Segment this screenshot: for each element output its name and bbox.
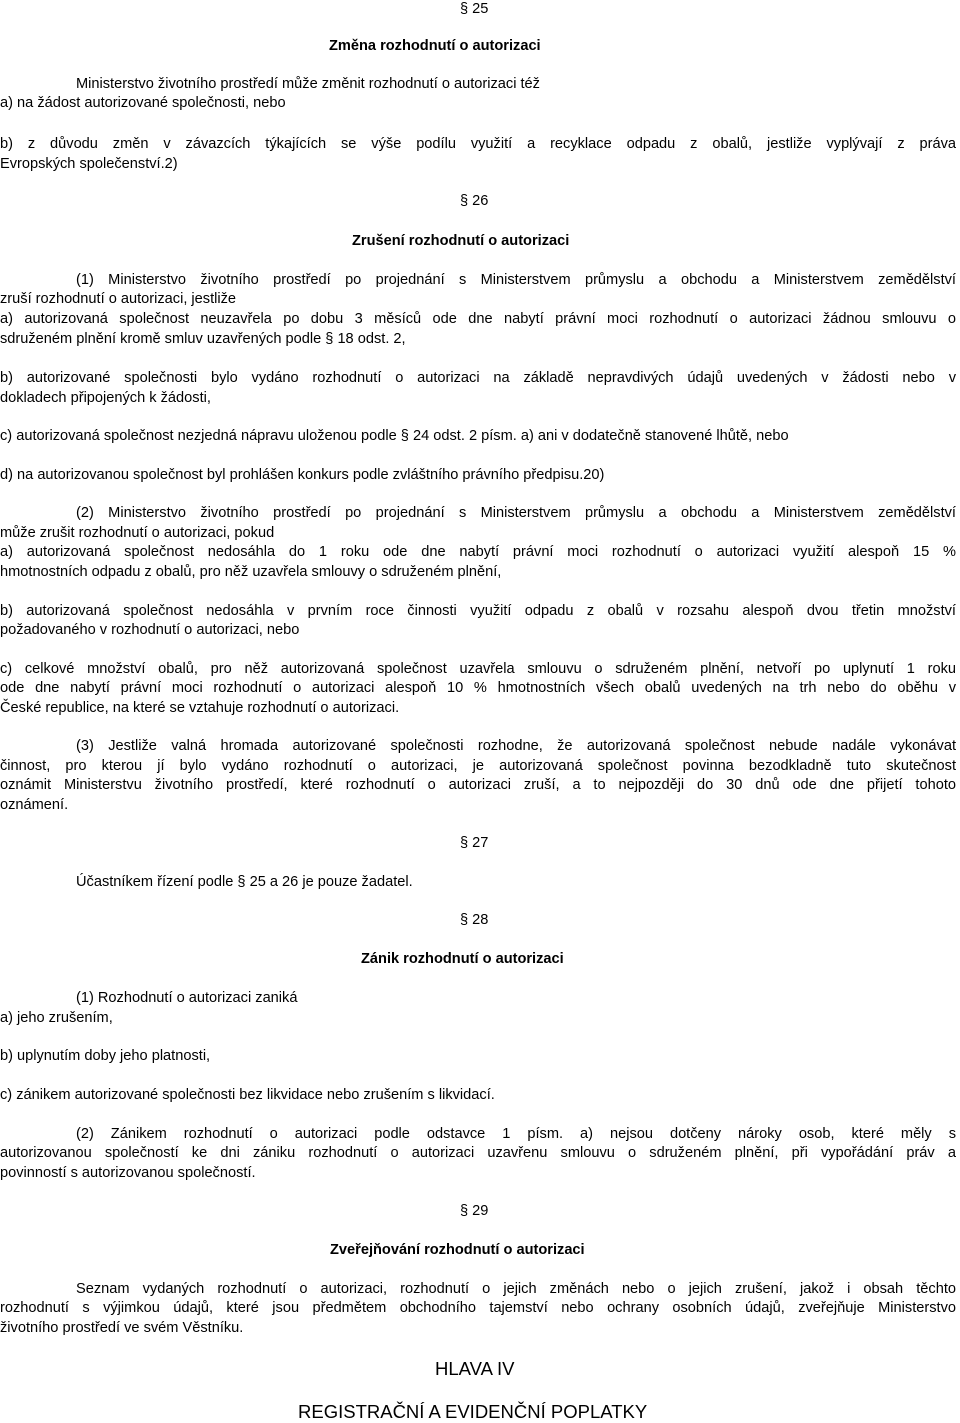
s26-par1-line1: (1) Ministerstvo životního prostředí po projednání s Ministerstvem průmyslu a obchodu a Ministerstvem zemědělství <box>76 272 956 288</box>
s26-par2-a-line2: hmotnostních odpadu z obalů, pro něž uzavřela smlouvy o sdruženém plnění, <box>0 564 502 580</box>
s25-point-a: a) na žádost autorizované společnosti, nebo <box>0 95 286 111</box>
s25-point-b-line2: Evropských společenství.2) <box>0 156 178 172</box>
s26-par1-c: c) autorizovaná společnost nezjedná nápravu uloženou podle § 24 odst. 2 písm. a) ani v dodatečně stanovené lhůtě, nebo <box>0 428 789 444</box>
section-25-number: § 25 <box>460 1 489 17</box>
s26-par2-b-line2: požadovaného v rozhodnutí o autorizaci, nebo <box>0 622 300 638</box>
section-29-title: Zveřejňování rozhodnutí o autorizaci <box>330 1242 585 1258</box>
s26-par1-d: d) na autorizovanou společnost byl prohlášen konkurs podle zvláštního právního předpisu.20) <box>0 467 605 483</box>
s28-point-b: b) uplynutím doby jeho platnosti, <box>0 1048 211 1064</box>
s27-text: Účastníkem řízení podle § 25 a 26 je pouze žadatel. <box>76 874 413 890</box>
s25-intro: Ministerstvo životního prostředí může změnit rozhodnutí o autorizaci též <box>76 76 540 92</box>
section-26-title: Zrušení rozhodnutí o autorizaci <box>352 233 570 249</box>
section-29-number: § 29 <box>460 1203 489 1219</box>
s25-point-b-line1: b) z důvodu změn v závazcích týkajících se výše podílu využití a recyklace odpadu z obalů, jestliže vyplývají z práva <box>0 136 956 152</box>
s26-par2-c-line2: ode dne nabytí právní moci rozhodnutí o autorizaci alespoň 10 % hmotnostních všech obalů uvedených na trh nebo do oběhu v <box>0 680 956 696</box>
section-28-number: § 28 <box>460 912 489 928</box>
s28-par2-line2: autorizovanou společností ke dni zániku rozhodnutí o autorizaci uzavřenu smlouvu o sdruženém plnění, při vypořádání práv a <box>0 1145 956 1161</box>
s28-point-c: c) zánikem autorizované společnosti bez likvidace nebo zrušením s likvidací. <box>0 1087 495 1103</box>
s26-par3-line2: činnost, pro kterou jí bylo vydáno rozhodnutí o autorizaci, je autorizovaná společnost povinna bezodkladně tuto skutečnost <box>0 758 956 774</box>
section-27-number: § 27 <box>460 835 489 851</box>
s26-par2-c-line1: c) celkové množství obalů, pro něž autorizovaná společnost uzavřela smlouvu o sdruženém plnění, netvoří po uplynutí 1 roku <box>0 661 956 677</box>
s29-text-line1: Seznam vydaných rozhodnutí o autorizaci, rozhodnutí o jejich změnách nebo o jejich zrušení, jakož i obsah těchto <box>76 1281 956 1297</box>
s28-par2-line3: povinností s autorizovanou společností. <box>0 1165 256 1181</box>
s26-par1-b-line2: dokladech připojených k žádosti, <box>0 390 211 406</box>
s28-par2-line1: (2) Zánikem rozhodnutí o autorizaci podle odstavce 1 písm. a) nejsou dotčeny nároky osob, které měly s <box>76 1126 956 1142</box>
s26-par3-line4: oznámení. <box>0 797 69 813</box>
s26-par1-a-line2: sdruženém plnění kromě smluv uzavřených podle § 18 odst. 2, <box>0 331 406 347</box>
section-25-title: Změna rozhodnutí o autorizaci <box>329 38 541 54</box>
s26-par1-b-line1: b) autorizované společnosti bylo vydáno rozhodnutí o autorizaci na základě nepravdivých údajů uvedených v žádosti nebo v <box>0 370 956 386</box>
s26-par2-a-line1: a) autorizovaná společnost nedosáhla do 1 roku ode dne nabytí právní moci rozhodnutí o autorizaci využití alespoň 15 % <box>0 544 956 560</box>
part-title: REGISTRAČNÍ A EVIDENČNÍ POPLATKY <box>298 1401 648 1422</box>
part-label: HLAVA IV <box>435 1358 515 1379</box>
s26-par2-line1: (2) Ministerstvo životního prostředí po projednání s Ministerstvem průmyslu a obchodu a Ministerstvem zemědělství <box>76 505 956 521</box>
s26-par2-b-line1: b) autorizovaná společnost nedosáhla v prvním roce činnosti využití odpadu z obalů v rozsahu alespoň dvou třetin množství <box>0 603 956 619</box>
s26-par3-line1: (3) Jestliže valná hromada autorizované společnosti rozhodne, že autorizovaná společnost nebude nadále vykonávat <box>76 738 956 754</box>
s26-par1-line2: zruší rozhodnutí o autorizaci, jestliže <box>0 291 237 307</box>
section-26-number: § 26 <box>460 193 489 209</box>
s26-par2-c-line3: České republice, na které se vztahuje rozhodnutí o autorizaci. <box>0 700 400 716</box>
s29-text-line2: rozhodnutí s výjimkou údajů, které jsou předmětem obchodního tajemství nebo ochrany osobních údajů, zveřejňuje Ministerstvo <box>0 1300 956 1316</box>
section-28-title: Zánik rozhodnutí o autorizaci <box>361 951 564 967</box>
s28-par1: (1) Rozhodnutí o autorizaci zaniká <box>76 990 298 1006</box>
s29-text-line3: životního prostředí ve svém Věstníku. <box>0 1320 244 1336</box>
s26-par2-line2: může zrušit rozhodnutí o autorizaci, pokud <box>0 525 275 541</box>
s26-par3-line3: oznámit Ministerstvu životního prostředí, které rozhodnutí o autorizaci zruší, a to nejpozději do 30 dnů ode dne přijetí tohoto <box>0 777 956 793</box>
s26-par1-a-line1: a) autorizovaná společnost neuzavřela po dobu 3 měsíců ode dne nabytí právní moci rozhodnutí o autorizaci žádnou smlouvu o <box>0 311 956 327</box>
s28-point-a: a) jeho zrušením, <box>0 1010 113 1026</box>
